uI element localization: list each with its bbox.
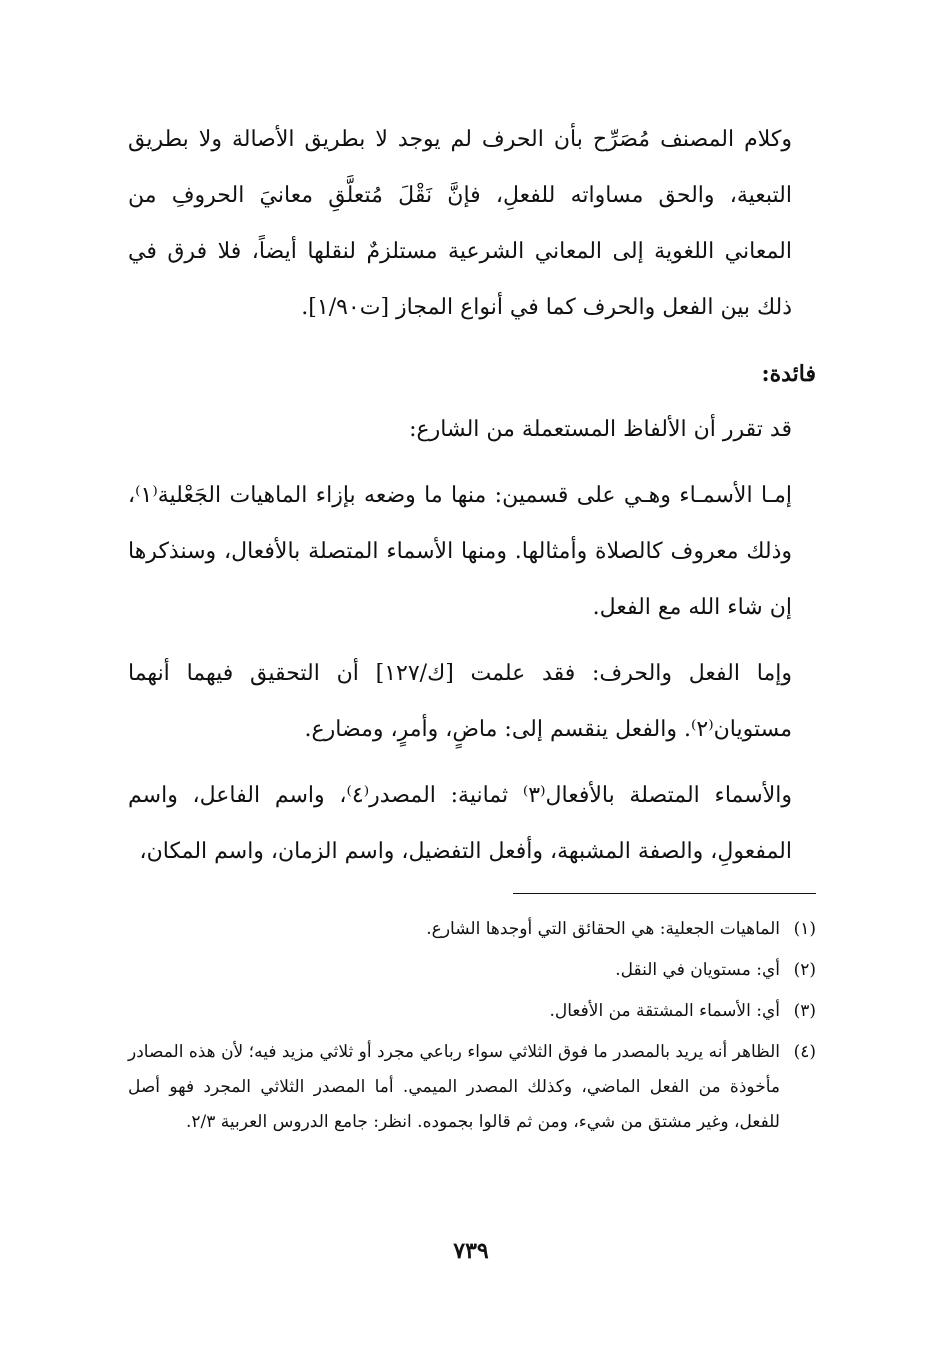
footnote-text: الماهيات الجعلية: هي الحقائق التي أوجدها الشارع. [426,919,780,939]
footnote-separator [513,893,816,894]
footnote-2 [128,953,816,988]
footnotes-section [128,912,816,1146]
footnote-1 [128,912,816,947]
paragraph-5: والأسماء المتصلة بالأفعال⁽٣⁾ ثمانية: المصدر⁽٤⁾، واسم الفاعل، واسم المفعولِ، والصفة المشبهة، وأفعل التفضيل، واسم الزمان، واسم المكان، [128,783,792,864]
paragraph-2: قد تقرر أن الألفاظ المستعملة من الشارع: [409,417,792,442]
footnote-number: (٢) [793,960,816,980]
paragraph-4: وإما الفعل والحرف: فقد علمت [ك/١٢٧] أن التحقيق فيهما أنهما مستويان⁽٢⁾. والفعل ينقسم إلى: ماضٍ، وأمرٍ، ومضارع. [128,661,792,742]
footnote-number: (١) [793,919,816,939]
footnote-text: أي: مستويان في النقل. [615,960,780,980]
footnote-text: أي: الأسماء المشتقة من الأفعال. [549,1001,780,1021]
main-text-body [128,112,816,880]
section-heading: فائدة: [761,361,816,387]
paragraph-3: إمـا الأسمـاء وهـي على قسمين: منها ما وضعه بإزاء الماهيات الجَعْلية⁽١⁾، وذلك معروف كالصلاة وأمثالها. ومنها الأسماء المتصلة بالأفعال، وسنذكرها إن شاء الله مع الفعل. [128,483,792,620]
footnote-4 [128,1035,816,1140]
paragraph-1: وكلام المصنف مُصَرِّح بأن الحرف لم يوجد لا بطريق الأصالة ولا بطريق التبعية، والحق مساواته للفعلِ، فإنَّ نَقْلَ مُتعلَّقِ معانيَ الحروفِ من المعاني اللغوية إلى المعاني الشرعية مستلزمٌ لنقلها أيضاً، فلا فرق في ذلك بين الفعل والحرف كما في أنواع المجاز [ت١/٩٠]. [128,127,792,320]
footnote-3 [128,994,816,1029]
footnote-number: (٣) [793,1001,816,1021]
page-number: ٧٣٩ [453,1238,489,1264]
footnote-text: الظاهر أنه يريد بالمصدر ما فوق الثلاثي سواء رباعي مجرد أو ثلاثي مزيد فيه؛ لأن هذه المصادر مأخوذة من الفعل الماضي، وكذلك المصدر الميمي. أما المصدر الثلاثي المجرد فهو أصل للفعل، وغير مشتق من شيء، ومن ثم قالوا بجموده. انظر: جامع الدروس العربية ٢/٣. [128,1042,780,1132]
footnote-number: (٤) [793,1042,816,1062]
